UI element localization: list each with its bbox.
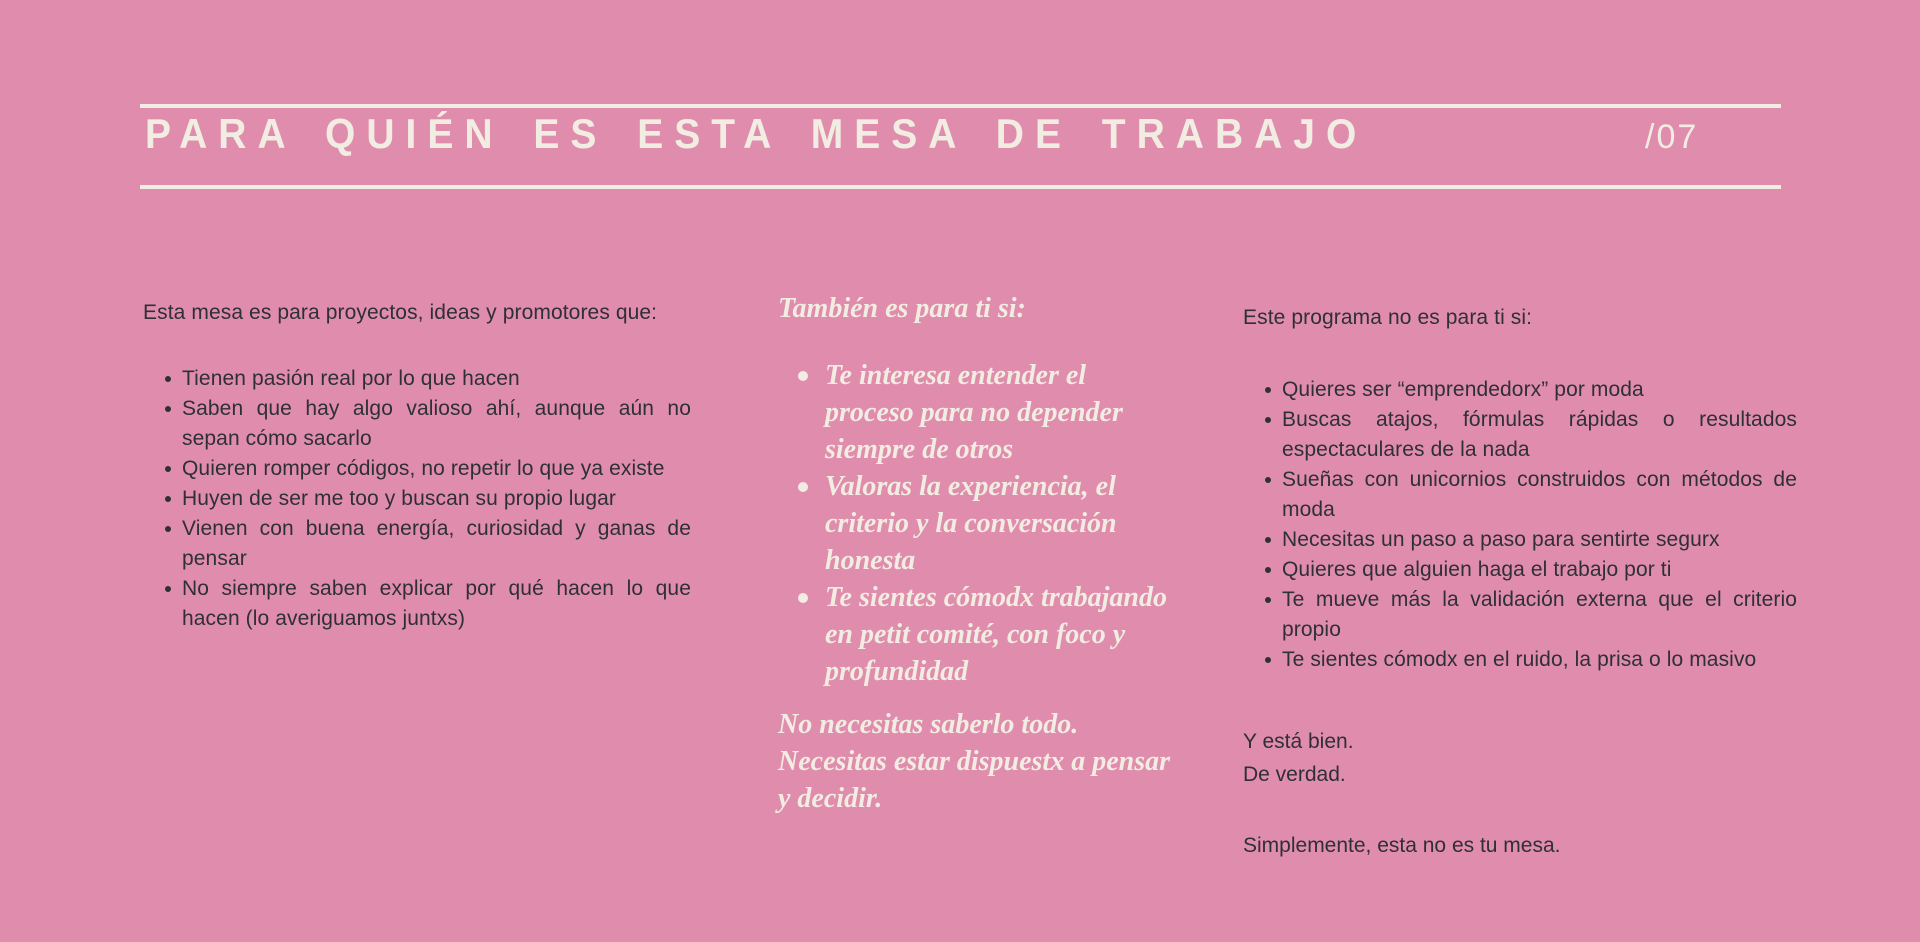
left-bullet-item: Vienen con buena energía, curiosidad y ganas de pensar [165, 514, 691, 574]
right-closing-line: De verdad. [1243, 763, 1346, 786]
left-bullet-item: No siempre saben explicar por qué hacen lo que hacen (lo averiguamos juntxs) [165, 574, 691, 634]
page-title: PARA QUIÉN ES ESTA MESA DE TRABAJO [145, 111, 1368, 158]
right-bullet-item: Quieres ser “emprendedorx” por moda [1265, 375, 1797, 405]
header-rule-bottom [140, 185, 1781, 189]
right-bullet-item: Te mueve más la validación externa que el criterio propio [1265, 585, 1797, 645]
right-bullet-item: Sueñas con unicornios construidos con métodos de moda [1265, 465, 1797, 525]
middle-closing-text: No necesitas saberlo todo. Necesitas estar dispuestx a pensar y decidir. [778, 709, 1170, 814]
left-bullet-item: Quieren romper códigos, no repetir lo que ya existe [165, 454, 691, 484]
left-bullet-list [143, 364, 691, 634]
right-final-line: Simplemente, esta no es tu mesa. [1243, 834, 1561, 857]
right-closing-lines [1243, 725, 1797, 791]
right-bullet-item: Buscas atajos, fórmulas rápidas o resultados espectaculares de la nada [1265, 405, 1797, 465]
header-rule-top [140, 104, 1781, 108]
right-bullet-item: Necesitas un paso a paso para sentirte segurx [1265, 525, 1797, 555]
left-bullet-item: Huyen de ser me too y buscan su propio lugar [165, 484, 691, 514]
column-who-is-for [143, 298, 691, 634]
middle-bullet-list [778, 357, 1180, 690]
left-bullet-item: Tienen pasión real por lo que hacen [165, 364, 691, 394]
middle-bullet-item: Valoras la experiencia, el criterio y la conversación honesta [798, 468, 1180, 579]
middle-bullet-item: Te sientes cómodx trabajando en petit comité, con foco y profundidad [798, 579, 1180, 690]
left-bullet-item: Saben que hay algo valioso ahí, aunque aún no sepan cómo sacarlo [165, 394, 691, 454]
column-also-for-you [778, 290, 1180, 817]
right-bullet-item: Quieres que alguien haga el trabajo por ti [1265, 555, 1797, 585]
middle-bullet-item: Te interesa entender el proceso para no depender siempre de otros [798, 357, 1180, 468]
column-not-for-you [1243, 303, 1797, 861]
page-number: /07 [1645, 118, 1699, 156]
left-intro: Esta mesa es para proyectos, ideas y promotores que: [143, 301, 658, 324]
right-intro: Este programa no es para ti si: [1243, 306, 1533, 329]
right-bullet-item: Te sientes cómodx en el ruido, la prisa o lo masivo [1265, 645, 1797, 675]
right-closing-line: Y está bien. [1243, 730, 1354, 753]
middle-heading: También es para ti si: [778, 293, 1026, 324]
right-bullet-list [1243, 375, 1797, 675]
